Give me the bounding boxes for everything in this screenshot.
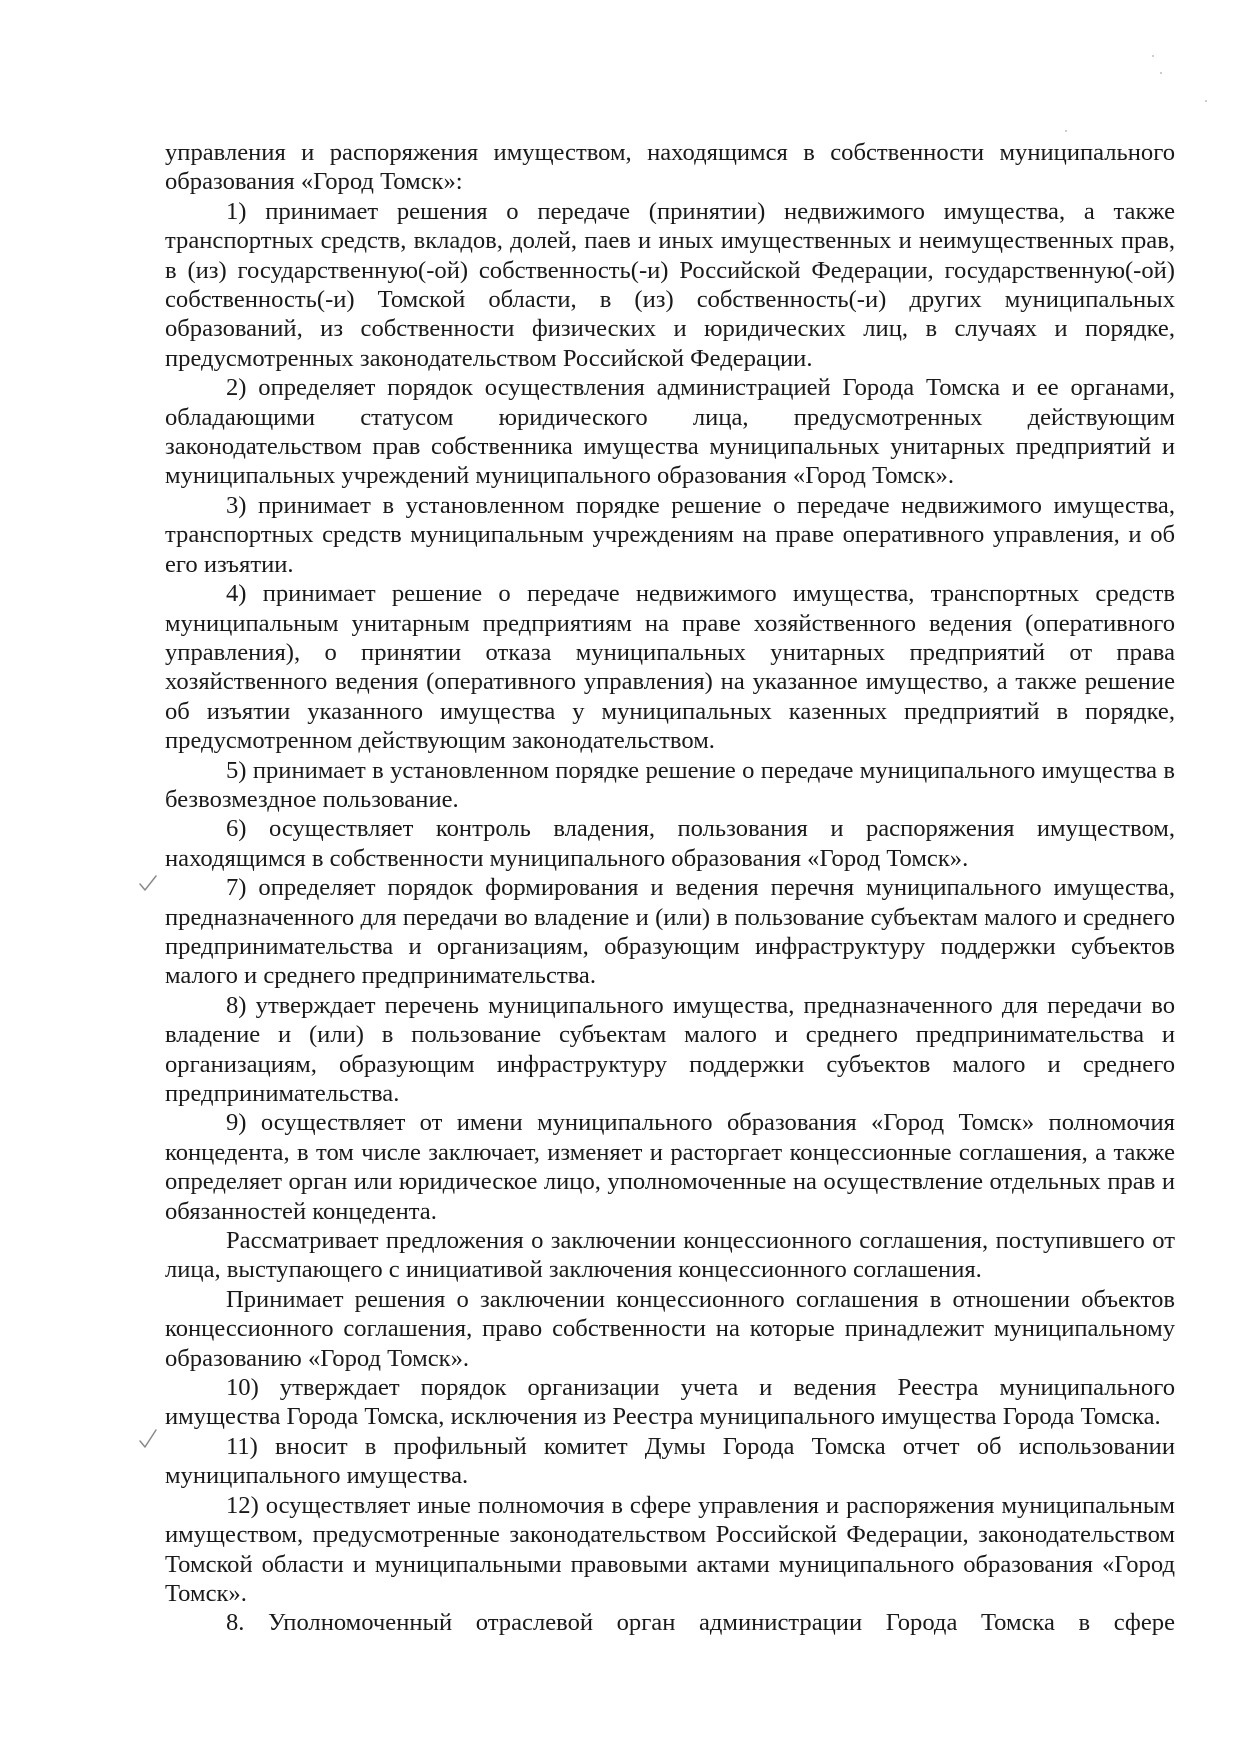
paragraph-item-9-considers: Рассматривает предложения о заключении концессионного соглашения, поступившего от лица, выступающего с инициативой заключения концессионного соглашения. [165,1227,1175,1284]
paragraph-item-4: 4) принимает решение о передаче недвижимого имущества, транспортных средств муниципальным унитарным предприятиям на праве хозяйственного ведения (оперативного управления), о принятии отказа муниципальных унитарных предприятий от права хозяйственного ведения (оперативного управления) на указанное имущество, а также решение об изъятии указанного имущества у муниципальных казенных предприятий в порядке, предусмотренном действующим законодательством. [165,580,1175,755]
paragraph-item-3: 3) принимает в установленном порядке решение о передаче недвижимого имущества, транспортных средств муниципальным учреждениям на праве оперативного управления, и об его изъятии. [165,491,1175,578]
paragraph-item-9-decides: Принимает решения о заключении концессионного соглашения в отношении объектов концессионного соглашения, право собственности на которые принадлежит муниципальному образованию «Город Томск». [165,1285,1175,1372]
paragraph-item-11-wrapper [165,1432,1175,1491]
scan-speck [1065,130,1067,132]
scan-speck [1205,100,1207,102]
paragraph-item-12: 12) осуществляет иные полномочия в сфере управления и распоряжения муниципальным имуществом, предусмотренные законодательством Российской Федерации, законодательством Томской области и муниципальными правовыми актами муниципального образования «Город Томск». [165,1491,1175,1607]
paragraph-item-8: 8) утверждает перечень муниципального имущества, предназначенного для передачи во владение и (или) в пользование субъектам малого и среднего предпринимательства и организациям, образующим инфраструктуру поддержки субъектов малого и среднего предпринимательства. [165,991,1175,1107]
paragraph-item-6: 6) осуществляет контроль владения, пользования и распоряжения имуществом, находящимся в собственности муниципального образования «Город Томск». [165,815,1175,872]
paragraph-item-10: 10) утверждает порядок организации учета и ведения Реестра муниципального имущества Города Томска, исключения из Реестра муниципального имущества Города Томска. [165,1374,1175,1431]
paragraph-item-5: 5) принимает в установленном порядке решение о передаче муниципального имущества в безвозмездное пользование. [165,756,1175,813]
paragraph-item-7: 7) определяет порядок формирования и ведения перечня муниципального имущества, предназначенного для передачи во владение и (или) в пользование субъектам малого и среднего предпринимательства и организациям, образующим инфраструктуру поддержки субъектов малого и среднего предпринимательства. [165,874,1175,990]
paragraph-section-8: 8. Уполномоченный отраслевой орган администрации Города Томска в сфере [226,1609,1175,1637]
paragraph-item-9: 9) осуществляет от имени муниципального образования «Город Томск» полномочия концедента, в том числе заключает, изменяет и расторгает концессионные соглашения, а также определяет орган или юридическое лицо, уполномоченные на осуществление отдельных прав и обязанностей концедента. [165,1109,1175,1225]
document-page [165,138,1175,1638]
paragraph-intro: управления и распоряжения имуществом, находящимся в собственности муниципального образования «Город Томск»: [165,139,1175,196]
handwritten-check-mark-icon [138,873,158,895]
paragraph-item-7-wrapper [165,873,1175,991]
paragraph-item-1: 1) принимает решения о передаче (принятии) недвижимого имущества, а также транспортных средств, вкладов, долей, паев и иных имущественных и неимущественных прав, в (из) государственную(-ой) собственность(-и) Российской Федерации, государственную(-ой) собственность(-и) Томской области, в (из) собственность(-и) других муниципальных образований, из собственности физических и юридических лиц, в случаях и порядке, предусмотренных законодательством Российской Федерации. [165,197,1175,372]
scan-speck [1160,72,1162,74]
scan-speck [1152,55,1154,57]
paragraph-item-2: 2) определяет порядок осуществления администрацией Города Томска и ее органами, обладающими статусом юридического лица, предусмотренных действующим законодательством прав собственника имущества муниципальных унитарных предприятий и муниципальных учреждений муниципального образования «Город Томск». [165,374,1175,490]
paragraph-item-11: 11) вносит в профильный комитет Думы Города Томска отчет об использовании муниципального имущества. [165,1432,1175,1490]
handwritten-check-mark-icon [138,1428,158,1450]
